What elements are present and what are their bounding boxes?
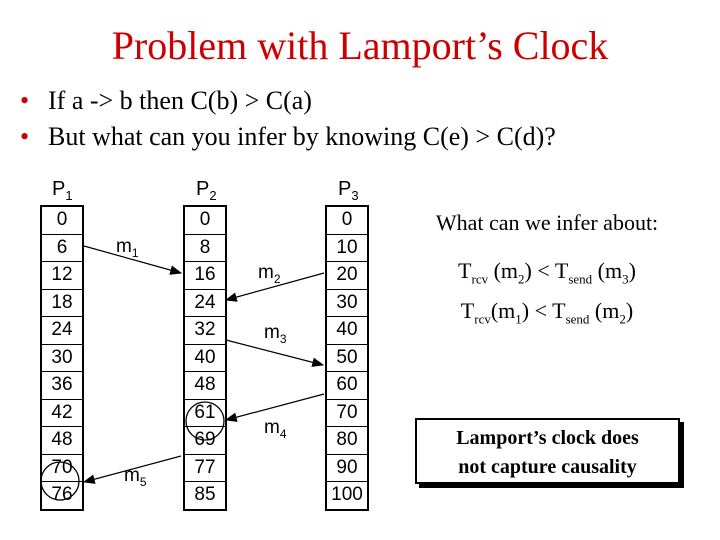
message-letter: m bbox=[264, 417, 280, 438]
clock-cell: 80 bbox=[327, 427, 367, 455]
bullet-text: But what can you infer by knowing C(e) > C(d)? bbox=[48, 122, 556, 151]
highlight-circle-61 bbox=[186, 402, 224, 440]
clock-cell: 16 bbox=[185, 262, 225, 290]
clock-cell: 69 bbox=[185, 427, 225, 455]
clock-cell: 48 bbox=[42, 427, 82, 455]
message-label-m3 bbox=[264, 322, 287, 346]
highlight-circle-70 bbox=[41, 462, 79, 500]
message-label-m2 bbox=[258, 262, 281, 286]
question-2: $T_{rcv}(m_1) < T_{send}$ $(m_2)$ bbox=[460, 298, 634, 327]
clock-cell: 0 bbox=[327, 207, 367, 235]
message-label-m5 bbox=[124, 465, 147, 489]
clock-cell: 40 bbox=[185, 345, 225, 373]
clock-cell: 61 bbox=[185, 400, 225, 428]
message-letter: m bbox=[116, 236, 132, 257]
clock-cell: 12 bbox=[42, 262, 82, 290]
clock-cell: 24 bbox=[42, 317, 82, 345]
clock-cell: 42 bbox=[42, 400, 82, 428]
message-letter: m bbox=[124, 465, 140, 486]
message-number: 1 bbox=[131, 245, 139, 260]
conclusion-line-2: not capture causality bbox=[458, 456, 637, 478]
clock-cell: 30 bbox=[42, 345, 82, 373]
clock-cell: 48 bbox=[185, 372, 225, 400]
clock-cell: 8 bbox=[185, 235, 225, 263]
clock-cell: 20 bbox=[327, 262, 367, 290]
process-letter: P bbox=[196, 178, 210, 200]
message-number: 4 bbox=[279, 426, 287, 441]
process-number: 2 bbox=[209, 188, 217, 203]
process-letter: P bbox=[338, 178, 352, 200]
clock-cell: 30 bbox=[327, 290, 367, 318]
clock-cell: 76 bbox=[42, 482, 82, 510]
message-label-m4 bbox=[264, 417, 287, 441]
process-number: 1 bbox=[65, 188, 73, 203]
process-letter: P bbox=[52, 178, 66, 200]
bullet-text: If a -> b then C(b) > C(a) bbox=[48, 86, 312, 115]
conclusion-box bbox=[415, 418, 680, 484]
clock-cell: 36 bbox=[42, 372, 82, 400]
clock-cell: 32 bbox=[185, 317, 225, 345]
clock-cell: 85 bbox=[185, 482, 225, 510]
question-1: $T_{rcv}$ $(m_2) < T_{send}$ $(m_3)$ bbox=[458, 258, 636, 287]
clock-cell: 10 bbox=[327, 235, 367, 263]
clock-cell: 60 bbox=[327, 372, 367, 400]
clock-cell: 100 bbox=[327, 482, 367, 510]
clock-cell: 0 bbox=[42, 207, 82, 235]
process-number: 3 bbox=[351, 188, 359, 203]
bullet-dot-icon: • bbox=[20, 86, 30, 115]
clock-cell: 40 bbox=[327, 317, 367, 345]
clock-cell: 50 bbox=[327, 345, 367, 373]
message-label-m1 bbox=[116, 236, 139, 260]
message-number: 3 bbox=[279, 331, 287, 346]
message-number: 2 bbox=[273, 271, 281, 286]
message-letter: m bbox=[264, 322, 280, 343]
clock-cell: 18 bbox=[42, 290, 82, 318]
clock-cell: 70 bbox=[327, 400, 367, 428]
clock-cell: 6 bbox=[42, 235, 82, 263]
message-number: 5 bbox=[139, 474, 147, 489]
slide-title: Problem with Lamport’s Clock bbox=[111, 23, 609, 68]
question-heading: What can we infer about: bbox=[435, 210, 659, 235]
clock-cell: 90 bbox=[327, 455, 367, 483]
message-letter: m bbox=[258, 262, 274, 283]
clock-cell: 77 bbox=[185, 455, 225, 483]
clock-cell: 24 bbox=[185, 290, 225, 318]
clock-cell: 70 bbox=[42, 455, 82, 483]
conclusion-line-1: Lamport’s clock does bbox=[456, 427, 639, 449]
bullet-dot-icon: • bbox=[20, 122, 30, 151]
clock-cell: 0 bbox=[185, 207, 225, 235]
